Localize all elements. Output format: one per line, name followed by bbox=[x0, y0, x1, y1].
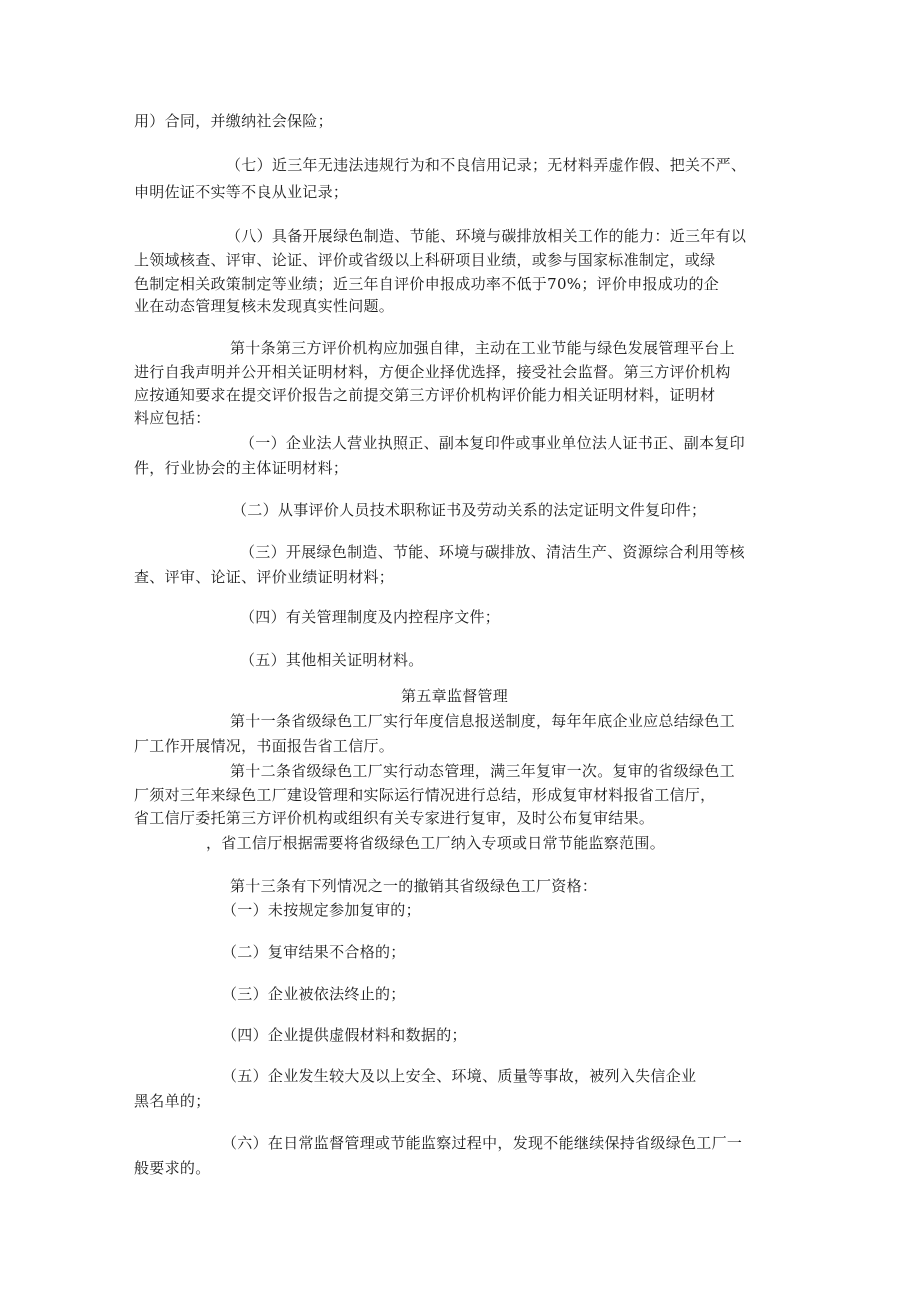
text-line: 第十条第三方评价机构应加强自律，主动在工业节能与绿色发展管理平台上 bbox=[230, 339, 735, 357]
text-line: ，省工信厅根据需要将省级绿色工厂纳入专项或日常节能监察范围。 bbox=[206, 834, 666, 852]
text-line: （七）近三年无违法违规行为和不良信用记录；无材料弄虚作假、把关不严、 bbox=[226, 156, 747, 174]
text-line: 第十二条省级绿色工厂实行动态管理，满三年复审一次。复审的省级绿色工 bbox=[230, 762, 735, 780]
text-line: 上领域核查、评审、论证、评价或省级以上科研项目业绩，或参与国家标准制定，或绿 bbox=[134, 251, 716, 269]
text-line: （五）企业发生较大及以上安全、环境、质量等事故，被列入失信企业 bbox=[222, 1067, 697, 1085]
text-line: 第十一条省级绿色工厂实行年度信息报送制度，每年年底企业应总结绿色工 bbox=[230, 712, 735, 730]
text-line: （二）复审结果不合格的； bbox=[222, 943, 406, 961]
text-line: 业在动态管理复核未发现真实性问题。 bbox=[134, 297, 395, 315]
text-line: 应按通知要求在提交评价报告之前提交第三方评价机构评价能力相关证明材料，证明材 bbox=[134, 386, 716, 404]
text-line: （四）企业提供虚假材料和数据的； bbox=[222, 1026, 467, 1044]
text-line: 用）合同，并缴纳社会保险； bbox=[134, 112, 333, 130]
text-line: 料应包括： bbox=[134, 409, 211, 427]
text-line: 第十三条有下列情况之一的撤销其省级绿色工厂资格： bbox=[230, 877, 598, 895]
text-line: （四）有关管理制度及内控程序文件； bbox=[240, 608, 501, 626]
text-line: （一）未按规定参加复审的； bbox=[222, 901, 421, 919]
text-line: 厂工作开展情况，书面报告省工信厅。 bbox=[134, 737, 395, 755]
text-line: 黑名单的； bbox=[134, 1092, 211, 1110]
text-line: 查、评审、论证、评价业绩证明材料； bbox=[134, 568, 395, 586]
text-line: （八）具备开展绿色制造、节能、环境与碳排放相关工作的能力：近三年有以 bbox=[226, 227, 747, 245]
text-line: （六）在日常监督管理或节能监察过程中，发现不能继续保持省级绿色工厂一 bbox=[222, 1134, 743, 1152]
text-line: （五）其他相关证明材料。 bbox=[240, 651, 424, 669]
text-line: （三）企业被依法终止的； bbox=[222, 985, 406, 1003]
text-line: 般要求的。 bbox=[134, 1159, 211, 1177]
text-line: 申明佐证不实等不良从业记录； bbox=[134, 183, 349, 201]
text-line: （三）开展绿色制造、节能、环境与碳排放、清洁生产、资源综合利用等核 bbox=[240, 543, 745, 561]
text-line: （二）从事评价人员技术职称证书及劳动关系的法定证明文件复印件； bbox=[232, 501, 707, 519]
text-line: （一）企业法人营业执照正、副本复印件或事业单位法人证书正、副本复印 bbox=[240, 434, 745, 452]
text-line: 厂须对三年来绿色工厂建设管理和实际运行情况进行总结，形成复审材料报省工信厅， bbox=[134, 786, 716, 804]
text-line: 省工信厅委托第三方评价机构或组织有关专家进行复审，及时公布复审结果。 bbox=[134, 809, 655, 827]
chapter-heading: 第五章监督管理 bbox=[401, 687, 509, 705]
text-line: 进行自我声明并公开相关证明材料，方便企业择优选择，接受社会监督。第三方评价机构 bbox=[134, 363, 731, 381]
text-line: 色制定相关政策制定等业绩；近三年自评价申报成功率不低于70%；评价申报成功的企 bbox=[134, 275, 720, 293]
text-line: 件，行业协会的主体证明材料； bbox=[134, 459, 349, 477]
